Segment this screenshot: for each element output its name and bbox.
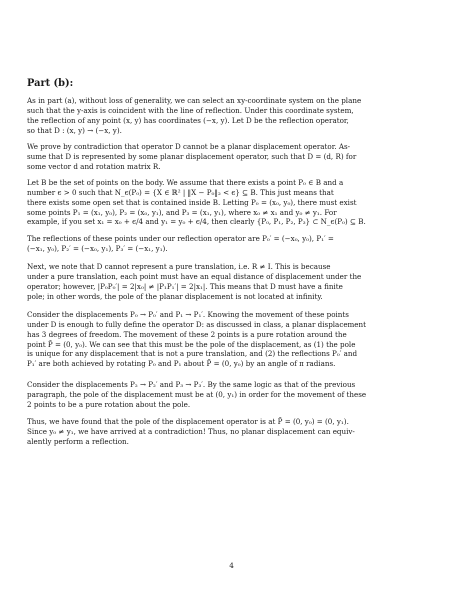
text-line: We prove by contradiction that operator D cannot be a planar displacement operator. As- <box>27 142 351 151</box>
paragraph-displacements-2 <box>27 380 438 410</box>
text-line: under a pure translation, each point must have an equal distance of displacement under the <box>27 271 362 281</box>
text-line: has 3 degrees of freedom. The movement of these 2 points is a pure rotation around the <box>27 329 347 339</box>
text-line: (−x₁, y₀), P₂′ = (−x₀, y₁), P₃′ = (−x₁, y₁). <box>27 243 168 253</box>
text-line: As in part (a), without loss of generality, we can select an xy-coordinate system on the plane <box>27 96 362 105</box>
text-line: Consider the displacements P₀ → P₀′ and P₁ → P₁′. Knowing the movement of these points <box>27 310 349 319</box>
text-line: some vector d and rotation matrix R. <box>27 161 161 171</box>
text-line: is unique for any displacement that is not a pure translation, and (2) the reflections P₀′ and <box>27 349 358 359</box>
text-line: P₁′ are both achieved by rotating P₀ and P₁ about P̄ = (0, y₀) by an angle of π radians. <box>27 359 336 369</box>
paragraph-displacements-1 <box>27 310 438 369</box>
text-line: Next, we note that D cannot represent a pure translation, i.e. R ≠ I. This is because <box>27 262 331 271</box>
text-line: Thus, we have found that the pole of the displacement operator is at P̄ = (0, y₀) = (0, y₁). <box>27 417 349 426</box>
text-line: example, if you set x₁ = x₀ + ϵ/4 and y₁ = y₀ + ϵ/4, then clearly {P₀, P₁, P₂, P₃} ⊂ N_ϵ(P₀) ⊆ B. <box>27 217 366 227</box>
text-line: the reflection of any point (x, y) has coordinates (−x, y). Let D be the reflection operator, <box>27 115 349 125</box>
text-line: some points P₁ = (x₁, y₀), P₂ = (x₀, y₁), and P₃ = (x₁, y₁), where x₀ ≠ x₁ and y₀ ≠ y₁. For <box>27 207 337 217</box>
paragraph-points <box>27 178 438 227</box>
text-line: under D is enough to fully define the operator D: as discussed in class, a planar displacement <box>27 319 367 329</box>
paragraph-contradiction <box>27 142 438 172</box>
text-line: alently perform a reflection. <box>27 436 129 446</box>
section-heading: Part (b): <box>27 78 74 89</box>
text-line: Since y₀ ≠ y₁, we have arrived at a contradiction! Thus, no planar displacement can equiv- <box>27 426 355 436</box>
text-line: Consider the displacements P₂ → P₂′ and P₃ → P₃′. By the same logic as that of the previous <box>27 380 356 389</box>
text-line: paragraph, the pole of the displacement must be at (0, y₁) in order for the movement of these <box>27 389 367 399</box>
paragraph-conclusion <box>27 417 438 447</box>
paragraph-not-translation <box>27 262 438 301</box>
text-line: 2 points to be a pure rotation about the pole. <box>27 399 191 409</box>
paragraph-intro <box>27 96 438 135</box>
text-line: operator; however, |P₀P₀′| = 2|x₀| ≠ |P₁P₁′| = 2|x₁|. This means that D must have a finite <box>27 281 343 291</box>
text-line: sume that D is represented by some planar displacement operator, such that D = (d, R) for <box>27 151 357 161</box>
text-line: The reflections of these points under our reflection operator are P₀′ = (−x₀, y₀), P₁′ = <box>27 234 334 243</box>
page-number: 4 <box>229 561 234 570</box>
text-line: Let B be the set of points on the body. We assume that there exists a point P₀ ∈ B and a <box>27 178 344 187</box>
text-line: point P̄ = (0, y₀). We can see that this must be the pole of the displacement, as (1) the pole <box>27 339 356 349</box>
text-line: number ϵ > 0 such that N_ϵ(P₀) = {X ∈ ℝ² | ‖X − P₀‖₂ < ϵ} ⊆ B. This just means that <box>27 187 334 197</box>
text-line: so that D : (x, y) → (−x, y). <box>27 125 122 135</box>
text-line: there exists some open set that is contained inside B. Letting P₀ = (x₀, y₀), there must exist <box>27 197 357 207</box>
paragraph-reflections <box>27 234 438 254</box>
text-line: pole; in other words, the pole of the planar displacement is not located at infinity. <box>27 291 323 301</box>
text-line: such that the y-axis is coincident with the line of reflection. Under this coordinate system, <box>27 105 354 115</box>
